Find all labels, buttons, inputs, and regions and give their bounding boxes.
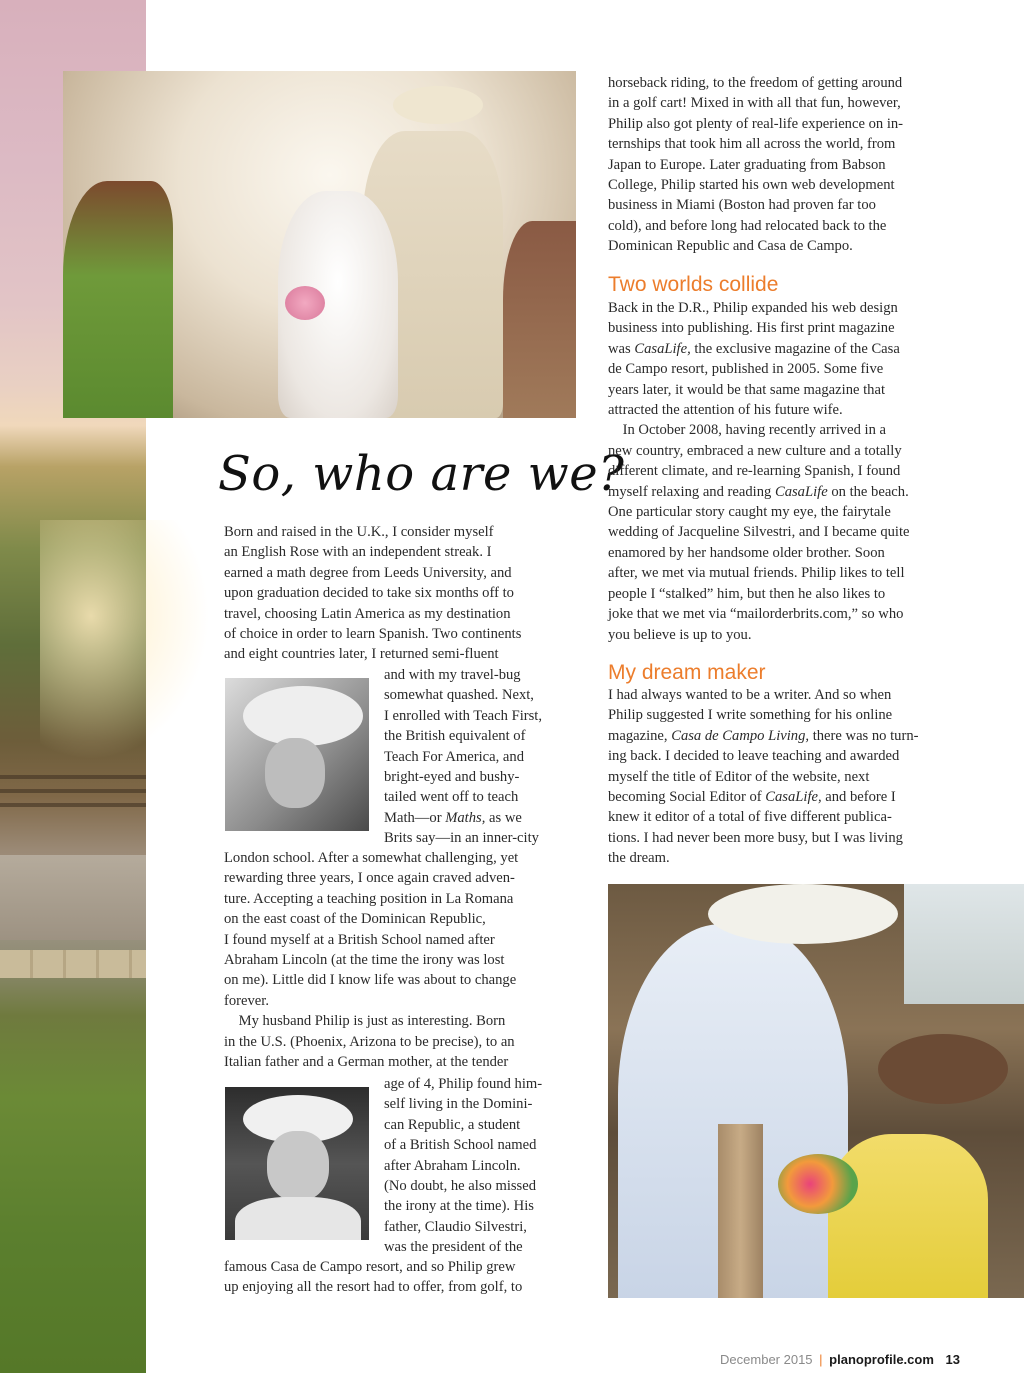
page-footer	[720, 1352, 960, 1367]
text-line: business into publishing. His first print magazine	[608, 320, 895, 337]
section-heading-dream-maker: My dream maker	[608, 661, 766, 684]
text-line: different climate, and re-learning Spanish, I found	[608, 463, 901, 480]
text-line: knew it editor of a total of five different publica-	[608, 809, 892, 826]
background-sky	[904, 884, 1024, 1004]
text-line: of a British School named	[384, 1137, 537, 1154]
text-line: famous Casa de Campo resort, and so Philip grew	[224, 1259, 516, 1275]
text-line	[608, 787, 968, 807]
text-line: up enjoying all the resort had to offer, from golf, to	[224, 1279, 523, 1296]
text-line: Italian father and a German mother, at the tender	[224, 1054, 509, 1071]
text-line: after Abraham Lincoln.	[384, 1157, 521, 1174]
text-line: and with my travel-bug	[384, 667, 521, 683]
col1-wrap-2	[384, 1074, 584, 1258]
text-line: I enrolled with Teach First,	[384, 707, 542, 724]
text-fragment: on the beach.	[827, 483, 909, 500]
cowboy-hat	[243, 686, 363, 746]
text-line: I found myself at a British School named after	[224, 931, 495, 948]
text-fragment: and before I	[821, 789, 896, 806]
text-fragment: was	[608, 340, 635, 357]
text-line: myself the title of Editor of the website, next	[608, 768, 870, 785]
italic-word: Casa de Campo Living,	[671, 727, 810, 744]
site-url[interactable]: planoprofile.com	[829, 1352, 934, 1367]
text-line: new country, embraced a new culture and a totally	[608, 442, 902, 459]
text-line: earned a math degree from Leeds University, and	[224, 564, 512, 581]
text-line: on me). Little did I know life was about to change	[224, 972, 517, 989]
guest-left	[63, 181, 173, 418]
text-line: cold), and before long had relocated back to the	[608, 217, 887, 234]
text-line: wedding of Jacqueline Silvestri, and I became quite	[608, 524, 910, 541]
cowboy-hat	[393, 86, 483, 124]
shirt	[235, 1197, 361, 1240]
text-line: tions. I had never been more busy, but I was living	[608, 829, 903, 846]
text-line: of choice in order to learn Spanish. Two continents	[224, 626, 522, 643]
text-line: can Republic, a student	[384, 1116, 521, 1133]
text-line: father, Claudio Silvestri,	[384, 1218, 527, 1235]
text-line: (No doubt, he also missed	[384, 1178, 537, 1195]
text-fragment: becoming Social Editor of	[608, 789, 766, 806]
text-line: bright-eyed and bushy-	[384, 769, 520, 786]
face	[267, 1131, 329, 1201]
text-line: the British equivalent of	[384, 728, 526, 745]
page-title: So, who are we?	[218, 446, 625, 502]
wooden-post	[718, 1124, 763, 1298]
text-line: tailed went off to teach	[384, 789, 519, 806]
portrait-man-photo	[225, 1087, 369, 1240]
text-line: on the east coast of the Dominican Republic,	[224, 911, 486, 928]
text-line: joke that we met via “mailorderbrits.com,” so who	[608, 606, 904, 623]
text-line: in the U.S. (Phoenix, Arizona to be precise), to an	[224, 1033, 515, 1050]
text-line	[608, 339, 968, 359]
text-line: Philip also got plenty of real-life experience on in-	[608, 115, 904, 132]
text-line: In October 2008, having recently arrived in a	[608, 422, 886, 439]
text-line: an English Rose with an independent streak. I	[224, 544, 492, 561]
text-line: people I “stalked” him, but then he also likes to	[608, 585, 886, 602]
text-line: Abraham Lincoln (at the time the irony was lost	[224, 952, 505, 969]
text-line: College, Philip started his own web development	[608, 177, 895, 194]
col1-end	[224, 1257, 584, 1298]
cowboy-hat	[708, 884, 898, 944]
text-line: enamored by her handsome older brother. Soon	[608, 544, 885, 561]
issue-date: December 2015	[720, 1352, 813, 1367]
text-line: the irony at the time). His	[384, 1198, 534, 1215]
portrait-woman-photo	[225, 678, 369, 831]
face	[265, 738, 325, 808]
text-fragment: there was no turn-	[809, 727, 919, 744]
text-fragment: as we	[485, 809, 522, 826]
cowboy-hat	[878, 1034, 1008, 1104]
text-line: de Campo resort, published in 2005. Some five	[608, 361, 884, 378]
couple-photo	[608, 884, 1024, 1298]
text-line: Japan to Europe. Later graduating from Babson	[608, 156, 886, 173]
text-line: was the president of the	[384, 1239, 523, 1256]
text-line: somewhat quashed. Next,	[384, 687, 534, 704]
guest-right	[503, 221, 576, 418]
italic-word: CasaLife,	[765, 789, 822, 806]
sunlight-glow	[40, 520, 210, 760]
text-fragment: myself relaxing and reading	[608, 483, 775, 500]
text-line: Teach For America, and	[384, 748, 524, 765]
section-heading-two-worlds: Two worlds collide	[608, 273, 779, 296]
text-line: self living in the Domini-	[384, 1096, 533, 1113]
woman	[828, 1134, 988, 1298]
italic-word: CasaLife,	[634, 340, 691, 357]
footer-separator: |	[819, 1352, 823, 1367]
text-line: the dream.	[608, 850, 670, 867]
text-line: you believe is up to you.	[608, 626, 752, 643]
text-line: rewarding three years, I once again craved adven-	[224, 870, 515, 887]
text-line: Born and raised in the U.K., I consider myself	[224, 524, 494, 540]
col1-after-photo-1	[224, 848, 584, 1072]
text-line: and eight countries later, I returned semi-fluent	[224, 646, 499, 663]
text-line: Brits say—in an inner-city	[384, 830, 539, 847]
fence	[0, 775, 146, 815]
text-fragment: magazine,	[608, 727, 672, 744]
text-line: Dominican Republic and Casa de Campo.	[608, 238, 853, 255]
text-line: upon graduation decided to take six months off to	[224, 585, 514, 602]
text-line: years later, it would be that same magazine that	[608, 381, 885, 398]
text-line: forever.	[224, 992, 269, 1009]
text-line: age of 4, Philip found him-	[384, 1076, 543, 1092]
text-line	[608, 482, 968, 502]
text-fragment: Math—or	[384, 809, 446, 826]
text-line: ture. Accepting a teaching position in La Romana	[224, 890, 514, 907]
text-line: Philip suggested I write something for his online	[608, 707, 893, 724]
text-line	[608, 726, 968, 746]
text-fragment: the exclusive magazine of the Casa	[690, 340, 900, 357]
italic-word: CasaLife	[774, 483, 828, 500]
bouquet	[285, 286, 325, 320]
text-line: Back in the D.R., Philip expanded his web design	[608, 300, 898, 316]
text-line: ternships that took him all across the world, from	[608, 136, 896, 153]
text-line: after, we met via mutual friends. Philip likes to tell	[608, 565, 905, 582]
wedding-photo	[63, 71, 576, 418]
page-number: 13	[945, 1352, 960, 1367]
text-line: One particular story caught my eye, the fairytale	[608, 504, 891, 521]
text-line: travel, choosing Latin America as my destination	[224, 605, 511, 622]
stone-wall	[0, 950, 146, 978]
text-line: in a golf cart! Mixed in with all that fun, however,	[608, 95, 901, 112]
text-line: ing back. I decided to leave teaching and awarded	[608, 748, 900, 765]
col1-wrap-1	[384, 665, 584, 849]
road	[0, 855, 146, 940]
bouquet	[778, 1154, 858, 1214]
col2-dream-maker	[608, 685, 968, 869]
text-line: horseback riding, to the freedom of getting around	[608, 75, 903, 91]
italic-word: Maths,	[445, 809, 486, 826]
text-line: attracted the attention of his future wife.	[608, 402, 843, 419]
text-line: business in Miami (Boston had proven far too	[608, 197, 876, 214]
text-line	[384, 808, 584, 828]
text-line: I had always wanted to be a writer. And so when	[608, 687, 892, 703]
col2-top	[608, 73, 968, 257]
text-line: London school. After a somewhat challenging, yet	[224, 850, 519, 866]
text-line: My husband Philip is just as interesting. Born	[224, 1013, 506, 1030]
col2-two-worlds	[608, 298, 968, 645]
col1-intro	[224, 522, 584, 665]
